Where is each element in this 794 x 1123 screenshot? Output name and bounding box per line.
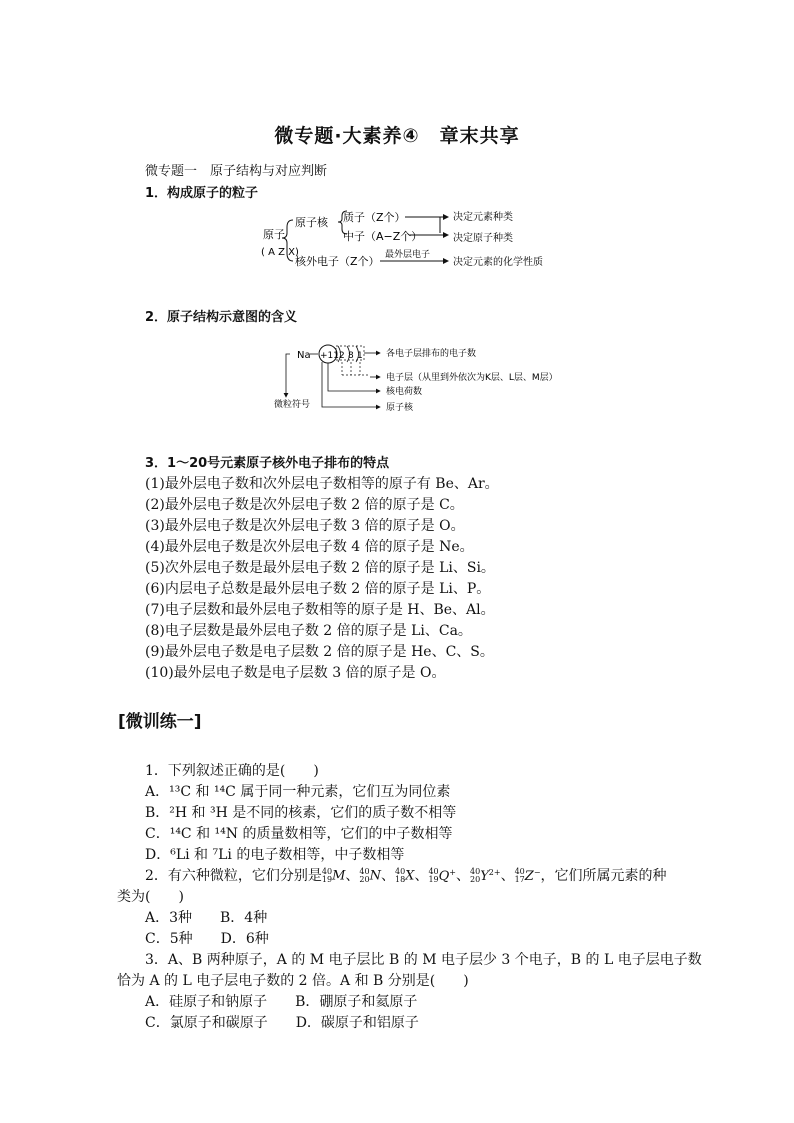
result-atom-type: 决定原子种类 bbox=[453, 233, 513, 244]
nuclide bbox=[359, 868, 381, 884]
practice-heading: [微训练一] bbox=[118, 712, 202, 732]
section-3-heading: 3．1～20号元素原子核外电子排布的特点 bbox=[145, 456, 390, 471]
ion-charge: − bbox=[533, 867, 541, 877]
ion-charge: 2+ bbox=[488, 867, 501, 877]
atomic-number: 18 bbox=[394, 875, 406, 884]
q2-stem-cont: 类为( ) bbox=[117, 889, 184, 905]
q2-stem-text: 2．有六种微粒，它们分别是 bbox=[145, 868, 322, 884]
separator: 、 bbox=[345, 868, 360, 884]
element-symbol: Y bbox=[480, 868, 489, 884]
nucleus-charge: +11 bbox=[320, 351, 339, 361]
q3-stem-cont: 恰为 A 的 L 电子层电子数的 2 倍。A 和 B 分别是( ) bbox=[117, 973, 469, 989]
shell-l: 8 bbox=[348, 351, 354, 361]
q2-options-cd: C．5种 D．6种 bbox=[145, 931, 269, 947]
rule-item: (10)最外层电子数是电子层数 3 倍的原子是 O。 bbox=[145, 665, 446, 681]
q2-stem-tail: ，它们所属元素的种 bbox=[540, 868, 667, 884]
mass-number: 40 bbox=[394, 867, 406, 876]
atomic-number: 19 bbox=[428, 875, 439, 885]
label-particle-symbol: 微粒符号 bbox=[274, 400, 311, 410]
atomic-number: 20 bbox=[359, 875, 370, 884]
result-element-type: 决定元素种类 bbox=[453, 212, 513, 223]
q3-stem: 3．A、B 两种原子，A 的 M 电子层比 B 的 M 电子层少 3 个电子，B 的 L 电子层电子数 bbox=[145, 952, 702, 968]
outer-electrons-label: 最外层电子 bbox=[385, 250, 431, 260]
atom-label: 原子 bbox=[263, 228, 285, 241]
shell-m: 1 bbox=[357, 351, 363, 361]
section-2-heading: 2．原子结构示意图的含义 bbox=[145, 310, 298, 325]
separator: 、 bbox=[380, 868, 395, 884]
element-symbol: N bbox=[369, 868, 381, 884]
label-electron-shells: 电子层（从里到外依次为K层、L层、M层） bbox=[386, 373, 558, 383]
separator: 、 bbox=[456, 868, 470, 884]
extranuclear-label: 核外电子（Z个） bbox=[295, 255, 380, 268]
shell-k: 2 bbox=[339, 351, 345, 361]
q1-option-d: D．⁶Li 和 ⁷Li 的电子数相等，中子数相等 bbox=[145, 847, 405, 863]
rule-item: (8)电子层数是最外层电子数 2 倍的原子是 Li、Ca。 bbox=[145, 623, 472, 639]
element-symbol: X bbox=[405, 868, 415, 884]
topic-heading: 微专题一 原子结构与对应判断 bbox=[145, 164, 328, 179]
atom-structure-diagram bbox=[270, 340, 560, 420]
separator: 、 bbox=[500, 868, 515, 884]
mass-number: 40 bbox=[359, 867, 370, 876]
rule-item: (5)次外层电子数是最外层电子数 2 倍的原子是 Li、Si。 bbox=[145, 560, 495, 576]
mass-number: 40 bbox=[428, 867, 439, 877]
nuclide bbox=[515, 868, 541, 885]
mass-number: 40 bbox=[514, 867, 525, 877]
q1-option-a: A．¹³C 和 ¹⁴C 属于同一种元素，它们互为同位素 bbox=[145, 784, 451, 800]
rule-item: (1)最外层电子数和次外层电子数相等的原子有 Be、Ar。 bbox=[145, 476, 499, 492]
atomic-number: 19 bbox=[321, 875, 333, 884]
na-symbol: Na bbox=[297, 350, 311, 361]
rule-item: (6)内层电子总数是最外层电子数 2 倍的原子是 Li、P。 bbox=[145, 581, 491, 597]
rule-item: (7)电子层数和最外层电子数相等的原子是 H、Be、Al。 bbox=[145, 602, 495, 618]
element-symbol: Q bbox=[438, 868, 450, 884]
ion-charge: + bbox=[449, 867, 456, 877]
atomic-number: 20 bbox=[470, 875, 481, 885]
q3-options-cd: C．氯原子和碳原子 D．碳原子和铝原子 bbox=[145, 1015, 419, 1031]
q3-options-ab: A．硅原子和钠原子 B．硼原子和氦原子 bbox=[145, 994, 418, 1010]
nuclide bbox=[395, 868, 414, 884]
rule-item: (2)最外层电子数是次外层电子数 2 倍的原子是 C。 bbox=[145, 497, 464, 513]
atom-constituents-diagram bbox=[255, 205, 565, 275]
nuclide bbox=[470, 868, 501, 885]
q1-option-b: B．²H 和 ³H 是不同的核素，它们的质子数不相等 bbox=[145, 805, 457, 821]
label-electrons-per-shell: 各电子层排布的电子数 bbox=[386, 349, 477, 359]
q2-stem bbox=[145, 865, 667, 885]
page-title: 微专题·大素养④ 章末共享 bbox=[274, 125, 520, 147]
neutron-label: 中子（A−Z个） bbox=[343, 230, 423, 243]
mass-number: 40 bbox=[470, 867, 481, 877]
nuclide bbox=[322, 868, 346, 884]
atomic-number: 17 bbox=[514, 875, 525, 885]
proton-label: 质子（Z个） bbox=[343, 211, 406, 224]
label-nuclear-charge: 核电荷数 bbox=[386, 387, 423, 397]
rule-item: (3)最外层电子数是次外层电子数 3 倍的原子是 O。 bbox=[145, 518, 465, 534]
atom-symbol: ( A Z X) bbox=[261, 247, 299, 258]
mass-number: 40 bbox=[321, 867, 333, 876]
element-symbol: Z bbox=[524, 868, 534, 884]
section-1-heading: 1．构成原子的粒子 bbox=[145, 186, 259, 201]
q2-options-ab: A．3种 B．4种 bbox=[145, 910, 268, 926]
rule-item: (9)最外层电子数是电子层数 2 倍的原子是 He、C、S。 bbox=[145, 644, 494, 660]
label-nucleus: 原子核 bbox=[386, 403, 414, 413]
q2-particles bbox=[322, 868, 541, 884]
separator: 、 bbox=[414, 868, 429, 884]
rule-item: (4)最外层电子数是次外层电子数 4 倍的原子是 Ne。 bbox=[145, 539, 474, 555]
q1-option-c: C．¹⁴C 和 ¹⁴N 的质量数相等，它们的中子数相等 bbox=[145, 826, 453, 842]
nucleus-label: 原子核 bbox=[295, 216, 328, 229]
nuclide bbox=[428, 868, 456, 885]
element-symbol: M bbox=[332, 868, 346, 884]
q1-stem: 1．下列叙述正确的是( ) bbox=[145, 763, 319, 779]
result-chemical-property: 决定元素的化学性质 bbox=[453, 257, 543, 268]
